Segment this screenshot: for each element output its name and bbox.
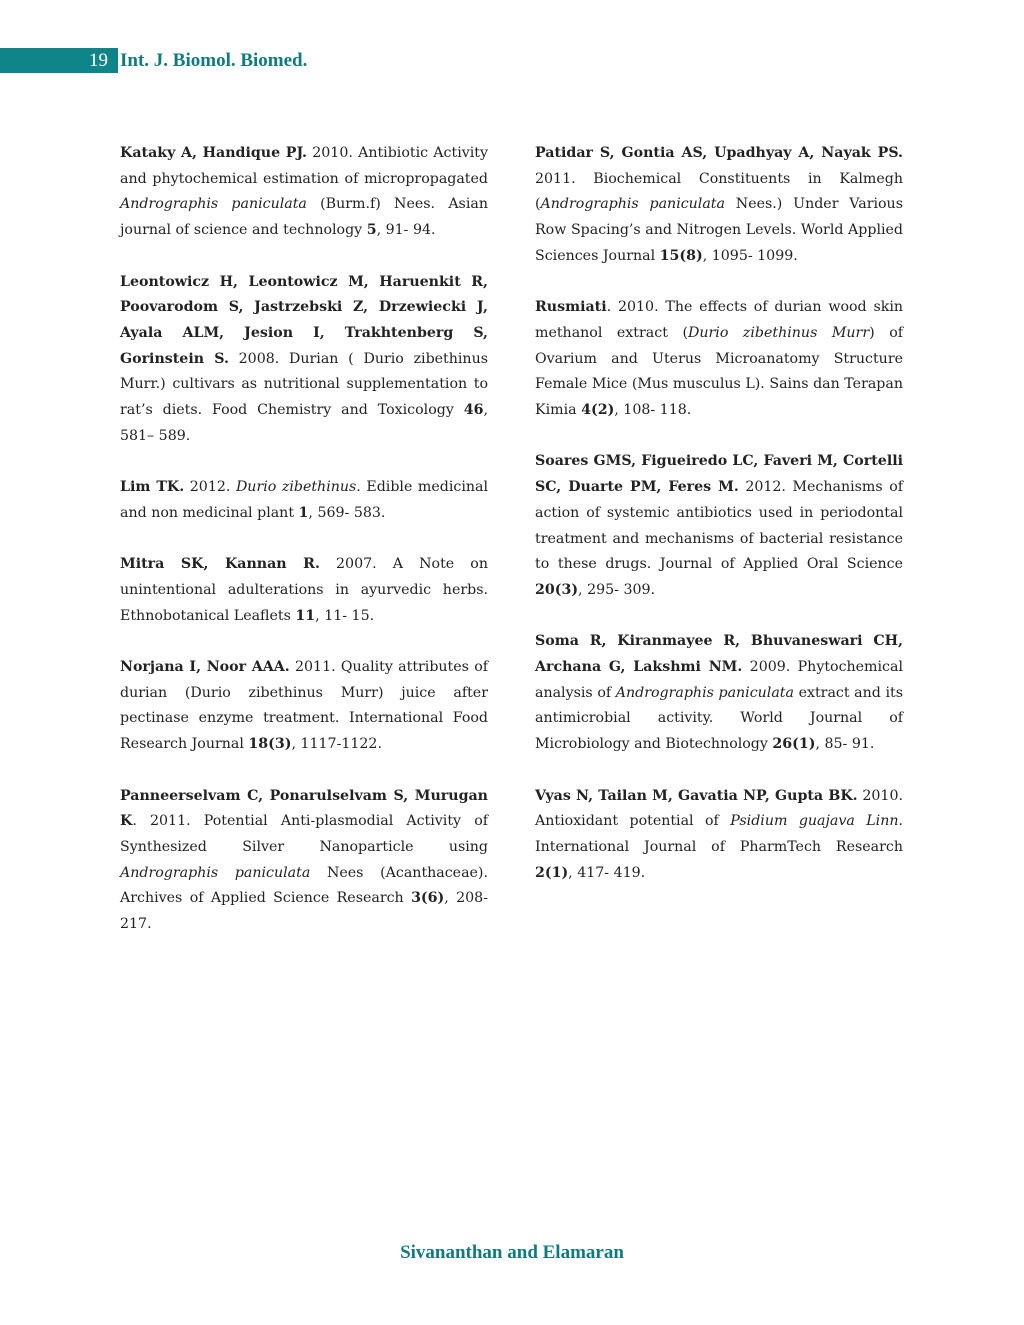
reference-bold-text: Mitra SK, Kannan R. <box>120 556 320 573</box>
reference-bold-text: Kataky A, Handique PJ. <box>120 145 307 161</box>
reference-bold-text: Soma R, Kiranmayee R, Bhuvaneswari CH, Archana G, Lakshmi NM. <box>535 633 903 676</box>
reference-text: , 1117-1122. <box>291 736 382 753</box>
reference-entry <box>120 270 488 450</box>
reference-entry <box>120 475 488 526</box>
reference-entry <box>120 141 488 244</box>
header-bar <box>0 48 118 73</box>
reference-entry <box>535 295 903 424</box>
reference-text: , 581– 589. <box>120 402 488 444</box>
reference-bold-text: 3(6) <box>411 890 445 907</box>
reference-text: 2007. A Note on unintentional adulterations in ayurvedic herbs. Ethnobotanical Leaflets <box>120 556 488 624</box>
reference-bold-text: 4(2) <box>581 402 615 419</box>
reference-italic-text: Andrographis paniculata <box>120 864 311 881</box>
reference-bold-text: Soares GMS, Figueiredo LC, Faveri M, Cortelli SC, Duarte PM, Feres M. <box>535 453 903 496</box>
reference-text: International Journal of PharmTech Research <box>535 838 903 855</box>
reference-text: extract and its antimicrobial activity. World Journal of Microbiology and Biotechnology <box>535 684 903 753</box>
reference-text: 2010. Antibiotic Activity and phytochemical estimation of micropropagated <box>120 145 488 187</box>
page-number: 19 <box>89 50 108 71</box>
reference-text: , 569- 583. <box>308 504 386 521</box>
reference-bold-text: Leontowicz H, Leontowicz M, Haruenkit R, Poovarodom S, Jastrzebski Z, Drzewiecki J, Ayala ALM, Jesion I, Trakhtenberg S, Gorinstein S. <box>120 273 488 367</box>
reference-bold-text: 20(3) <box>535 581 579 598</box>
reference-text: (Burm.f) Nees. Asian journal of science and technology <box>120 196 488 239</box>
references-right-column <box>535 141 903 886</box>
reference-text: , 295- 309. <box>578 581 656 598</box>
reference-bold-text: 11 <box>295 607 316 624</box>
reference-text: , 1095- 1099. <box>702 247 798 264</box>
references-left-column <box>120 141 488 938</box>
reference-bold-text: 1 <box>298 504 309 521</box>
footer-authors: Sivananthan and Elamaran <box>400 1242 624 1263</box>
reference-entry <box>535 629 903 758</box>
reference-text: Nees.) Under Various Row Spacing’s and Nitrogen Levels. World Applied Sciences Journal <box>535 196 903 264</box>
reference-bold-text: 46 <box>463 402 484 419</box>
reference-text: 2008. Durian ( Durio zibethinus Murr.) cultivars as nutritional supplementation to rat’s diets. Food Chemistry and Toxicology <box>120 350 488 419</box>
reference-italic-text: Psidium guajava Linn. <box>730 813 903 830</box>
reference-text: 2009. Phytochemical analysis of <box>535 659 903 701</box>
reference-text: , 11- 15. <box>315 607 375 624</box>
reference-entry <box>535 449 903 603</box>
reference-text: 2012. <box>184 479 236 496</box>
reference-italic-text: Andrographis paniculata <box>540 196 725 213</box>
reference-text: . 2010. The effects of durian wood skin methanol extract ( <box>535 299 903 341</box>
reference-bold-text: 26(1) <box>772 736 816 753</box>
reference-italic-text: Durio zibethinus Murr <box>688 324 870 341</box>
reference-entry <box>535 784 903 887</box>
reference-italic-text: Durio zibethinus <box>235 479 357 496</box>
reference-bold-text: 2(1) <box>535 864 569 881</box>
reference-text: , 108- 118. <box>614 402 692 419</box>
reference-entry <box>120 784 488 938</box>
journal-title: Int. J. Biomol. Biomed. <box>120 50 308 71</box>
reference-entry <box>535 141 903 270</box>
reference-text: . Edible medicinal and non medicinal plant <box>120 479 488 521</box>
reference-text: 2011. Biochemical Constituents in Kalmegh ( <box>535 170 903 213</box>
reference-text: . 2011. Potential Anti-plasmodial Activity of Synthesized Silver Nanoparticle using <box>120 813 488 855</box>
reference-text: , 85- 91. <box>815 736 875 753</box>
reference-bold-text: Rusmiati <box>535 299 607 316</box>
reference-text: 2012. Mechanisms of action of systemic antibiotics used in periodontal treatment and mechanisms of bacterial resistance to these drugs. Journal of Applied Oral Science <box>535 479 903 573</box>
reference-italic-text: Andrographis paniculata <box>615 684 794 701</box>
reference-text: , 208- 217. <box>120 890 488 933</box>
reference-entry <box>120 552 488 629</box>
reference-bold-text: Lim TK. <box>120 479 185 496</box>
reference-bold-text: Panneerselvam C, Ponarulselvam S, Murugan K <box>120 787 488 830</box>
reference-text: 2011. Quality attributes of durian (Durio zibethinus Murr) juice after pectinase enzyme treatment. International Food Research Journal <box>120 659 488 753</box>
reference-bold-text: 15(8) <box>659 247 703 264</box>
reference-text: Nees (Acanthaceae). Archives of Applied Science Research <box>120 864 488 907</box>
reference-italic-text: Andrographis paniculata <box>120 196 307 213</box>
reference-text: , 417- 419. <box>568 864 646 881</box>
reference-bold-text: Norjana I, Noor AAA. <box>120 659 290 675</box>
reference-text: 2010. Antioxidant potential of <box>535 787 903 830</box>
reference-bold-text: 5 <box>366 222 377 239</box>
reference-bold-text: Patidar S, Gontia AS, Upadhyay A, Nayak PS. <box>535 145 903 161</box>
reference-bold-text: 18(3) <box>248 736 292 753</box>
reference-bold-text: Vyas N, Tailan M, Gavatia NP, Gupta BK. <box>535 787 858 804</box>
reference-text: ) of Ovarium and Uterus Microanatomy Structure Female Mice (Mus musculus L). Sains dan Terapan Kimia <box>535 324 904 419</box>
reference-text: , 91- 94. <box>376 222 436 239</box>
reference-entry <box>120 655 488 758</box>
